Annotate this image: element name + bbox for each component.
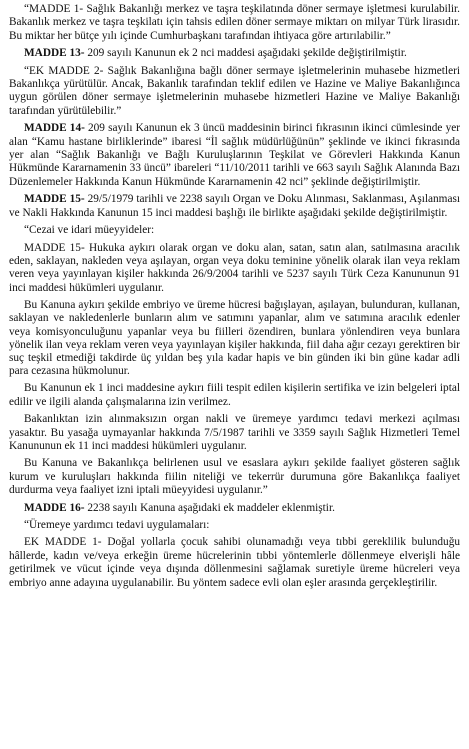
paragraph-section-title-2: “Üremeye yardımcı tedavi uygulamaları: [24,519,210,531]
paragraph-facility-sanction: Bu Kanuna ve Bakanlıkça belirlenen usul ve esaslara aykırı şekilde faaliyet gösteren sağlık kurum ve kuruluşları hakkında fiilin niteliği ve tekerrür durumuna göre Bakanlıkça faaliyet durdurma veya faaliyet izni iptali müeyyidesi uygulanır.” [9,457,460,497]
article-heading: MADDE 15- [24,193,85,206]
paragraph-certificate-cancel: Bu Kanunun ek 1 inci maddesine aykırı fiili tespit edilen kişilerin sertifika ve izin belgeleri iptal edilir ve ilgili alanda çalışmalarına izin verilmez. [9,382,460,408]
article-heading: MADDE 13- [24,47,85,60]
paragraph-section-title: “Cezai ve idari müeyyideler: [24,224,155,237]
paragraph-madde-15-text: MADDE 15- Hukuka aykırı olarak organ ve doku alan, satan, satın alan, satılmasına aracılık eden, saklayan, nakleden veya aşılayan, organ veya doku teminine yönelik olarak ilan veya reklam veren veya yayınlayan kişiler hakkında 26/9/2004 tarihli ve 5237 sayılı Türk Ceza Kanununun 91 inci maddesi hükümleri uygulanır. [9,241,460,294]
paragraph-madde-15 [9,193,460,220]
paragraph-madde-13 [9,47,460,60]
article-heading: MADDE 14- [24,122,85,135]
paragraph-madde-16 [9,502,460,515]
article-heading: MADDE 16- [24,501,85,514]
article-text: 2238 sayılı Kanuna aşağıdaki ek maddeler eklenmiştir. [84,501,335,514]
paragraph-ek-madde-2-quote: “EK MADDE 2- Sağlık Bakanlığına bağlı döner sermaye işletmelerinin muhasebe hizmetleri Bakanlıkça yürütülür. Ancak, Bakanlık tarafından teklif edilen ve Hazine ve Maliye Bakanlığınca uygun görülen döner sermaye işletmelerinin muhasebe hizmetleri Hazine ve Maliye Bakanlığı tarafından yürütülebilir.” [9,64,460,117]
paragraph-embryo-penalty: Bu Kanuna aykırı şekilde embriyo ve üreme hücresi bağışlayan, aşılayan, bulunduran, kullanan, saklayan ve nakledenlerle bunların alım ve satımını yapanlar, alım ve satımına aracılık edenler veya komisyonculuğunu yapanlar veya bu fiilleri özendiren, bunlara yönlendiren veya bunlara yönelik ilan veya reklam veren veya yayınlayan kişiler hakkında, fiil daha ağır cezayı gerektiren bir suç teşkil etmediği takdirde üç yıldan beş yıla kadar hapis ve bin günden iki bin güne kadar adli para cezasına hükmolunur. [9,299,460,378]
paragraph-center-ban: Bakanlıktan izin alınmaksızın organ nakli ve üremeye yardımcı tedavi merkezi açılması yasaktır. Bu yasağa uymayanlar hakkında 7/5/1987 tarihli ve 3359 sayılı Sağlık Hizmetleri Temel Kanununun ek 11 inci maddesi hükümleri uygulanır. [9,413,460,452]
paragraph-madde-1-quote: “MADDE 1- Sağlık Bakanlığı merkez ve taşra teşkilatında döner sermaye işletmesi kurulabilir. Bakanlık merkez ve taşra teşkilatı için tahsis edilen döner sermaye miktarı on milyar Türk lirasıdır. Bu miktar her bütçe yılı içinde Cumhurbaşkanı tarafından ihtiyaca göre artırılabilir.” [9,3,460,42]
article-text: 209 sayılı Kanunun ek 2 nci maddesi aşağıdaki şekilde değiştirilmiştir. [84,47,407,60]
article-text: 29/5/1979 tarihli ve 2238 sayılı Organ ve Doku Alınması, Saklanması, Aşılanması ve Nakli Hakkında Kanunun 15 inci maddesi başlığı ile birlikte aşağıdaki şekilde değiştirilmiştir. [9,193,460,219]
paragraph-ek-madde-1: EK MADDE 1- Doğal yollarla çocuk sahibi olunamadığı veya tıbbi gereklilik bulunduğu hâllerde, kadın ve/veya erkeğin üreme hücrelerinin tıbbi yöntemlerle döllenmeye elverişli hâle getirilmek ve vücut içinde veya dışında döllenmesini sağlamak suretiyle üreme hücreleri veya embriyo anne adayına uygulanabilir. Bu yöntem sadece evli olan eşler arasında gerçekleştirilir. [9,536,460,589]
article-text: 209 sayılı Kanunun ek 3 üncü maddesinin birinci fıkrasının ikinci cümlesinde yer alan “Kamu hastane birliklerinde” ibaresi “İl sağlık müdürlüğünün” şeklinde ve ikinci fıkrasında yer alan “Sağlık Bakanlığı ve Bağlı Kuruluşlarının Teşkilat ve Görevleri Hakkında Kanun Hükmünde Kararnamenin 33 üncü” ibareleri “11/10/2011 tarihli ve 663 sayılı Sağlık Alanında Bazı Düzenlemeler Hakkında Kanun Hükmünde Kararnamenin 42 nci” şeklinde değiştirilmiştir. [9,122,461,188]
paragraph-madde-14 [9,122,460,189]
